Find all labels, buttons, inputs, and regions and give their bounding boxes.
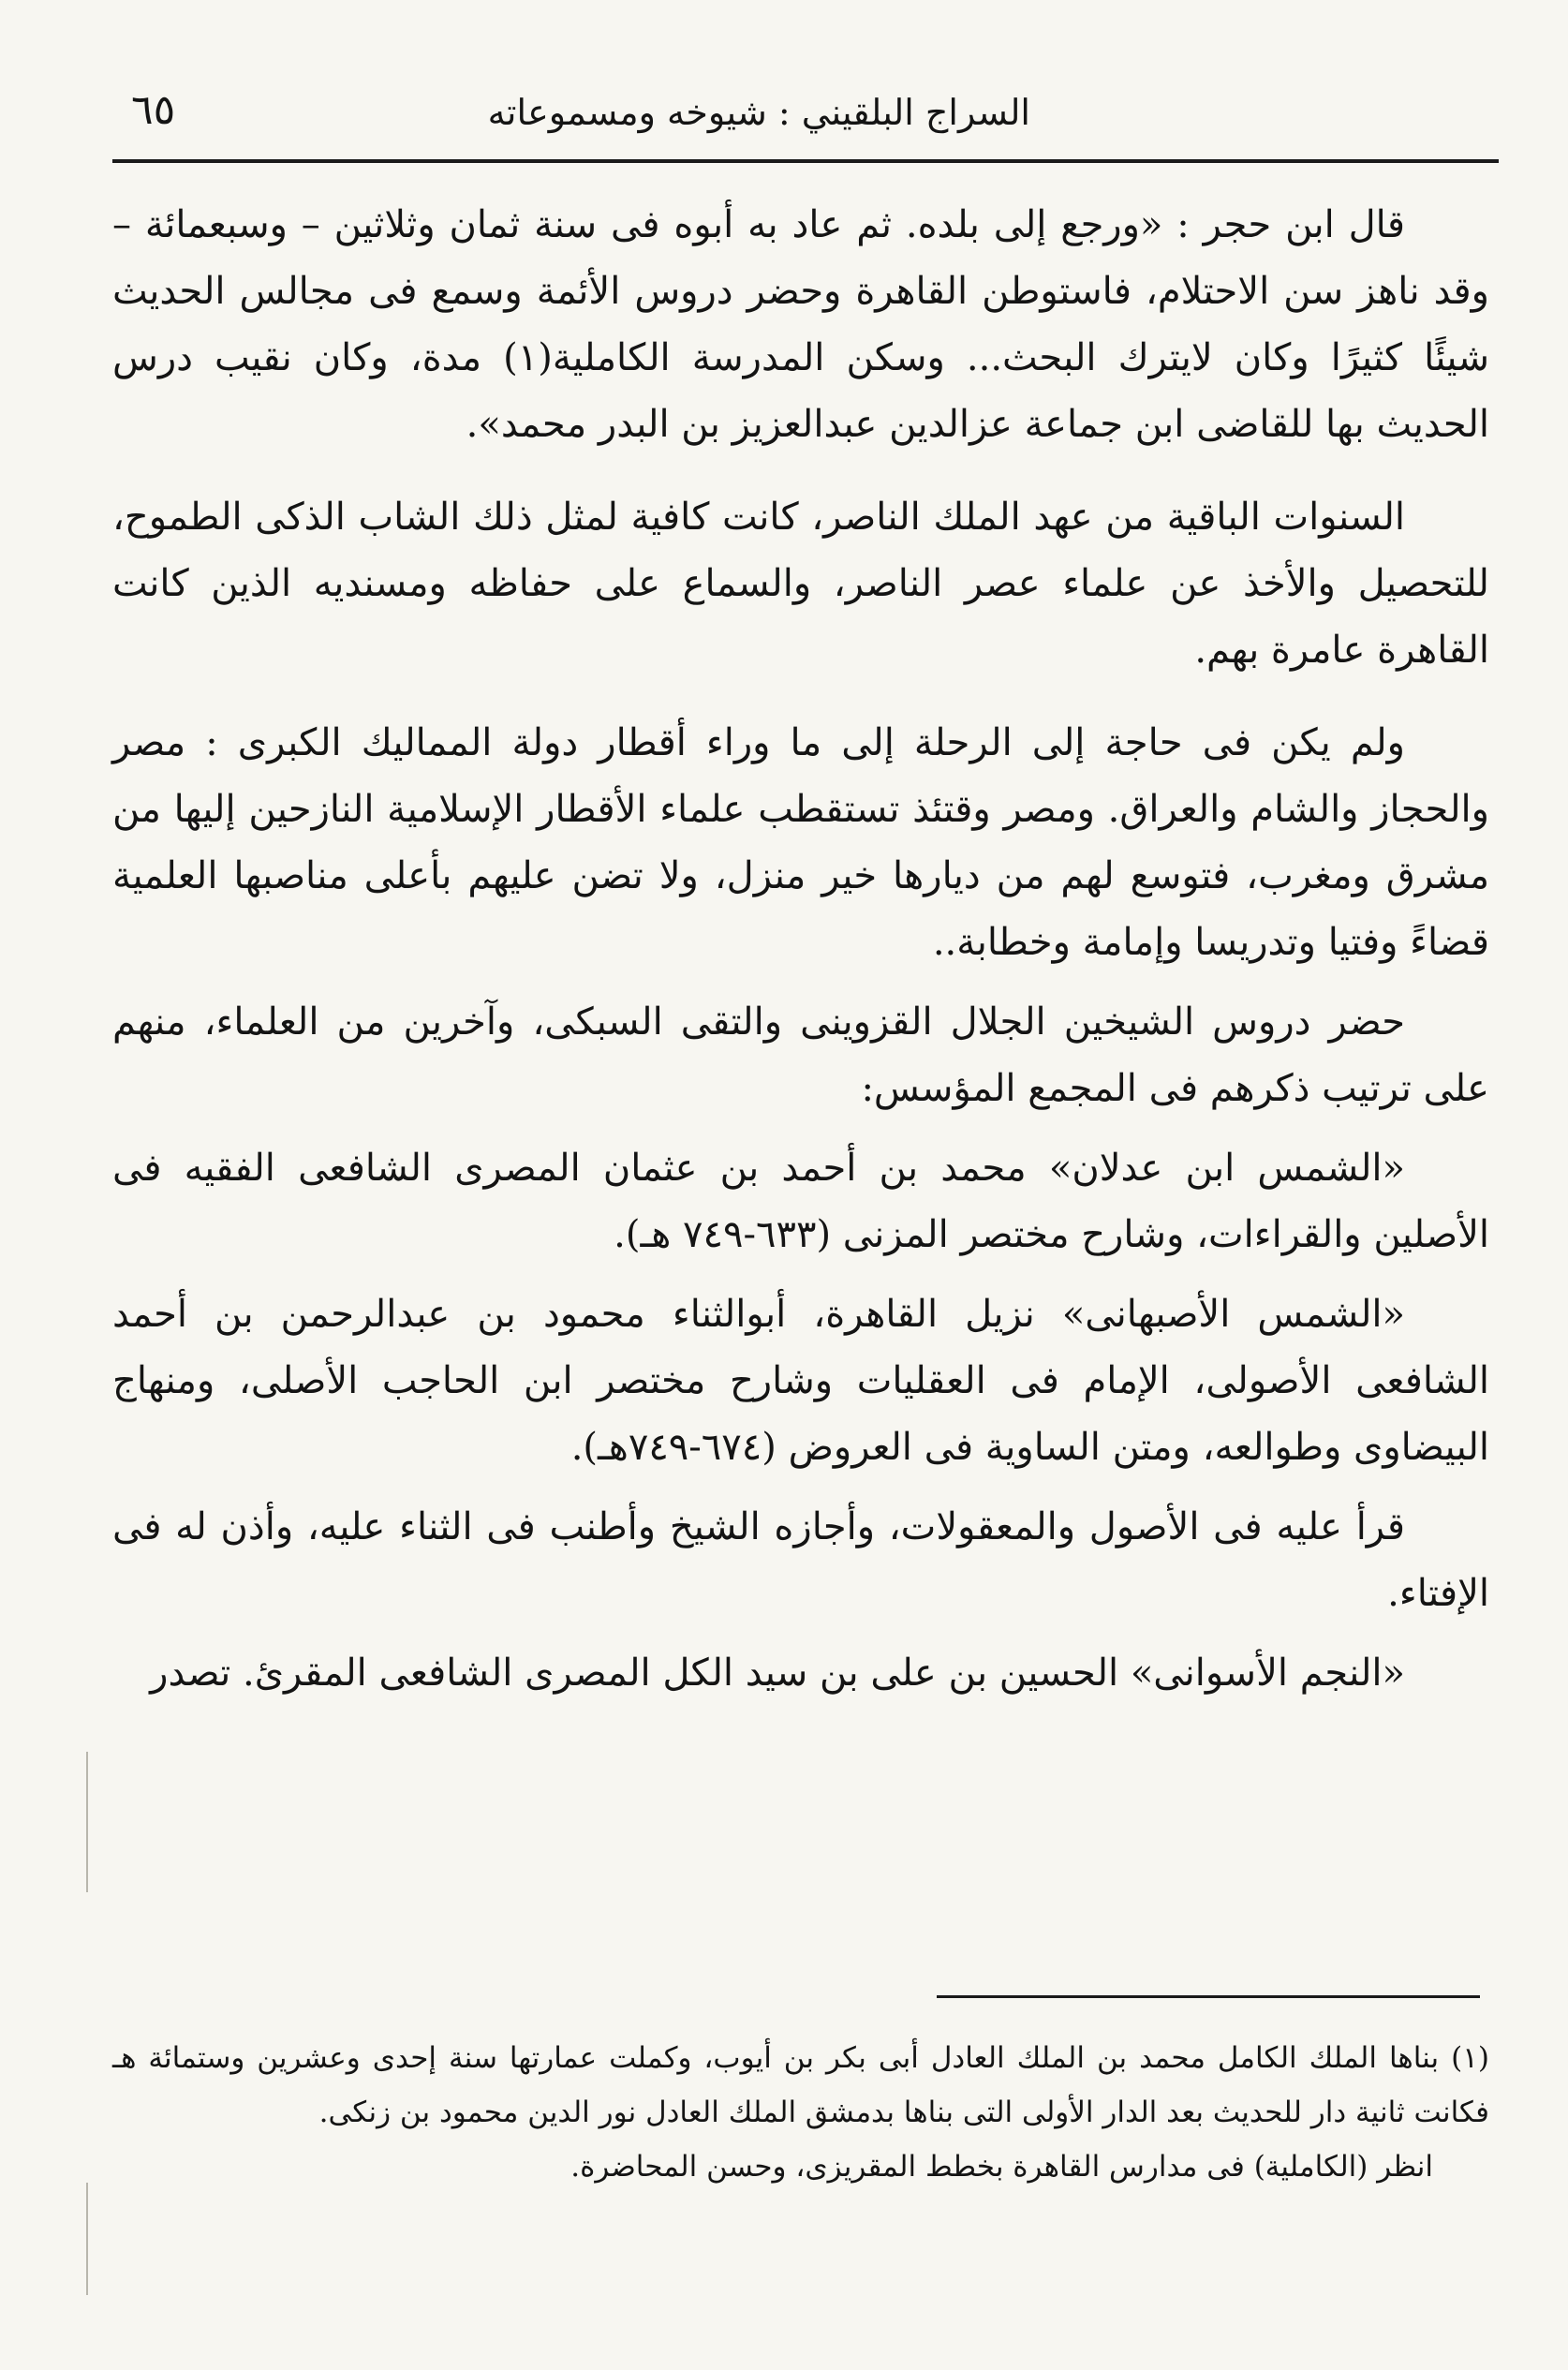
- footnotes: [112, 2031, 1489, 2194]
- paragraph-shams-ibn-adlan: «الشمس ابن عدلان» محمد بن أحمد بن عثمان المصرى الشافعى الفقيه فى الأصلين والقراءات، وشارح مختصر المزنى (٦٣٣-٧٤٩ هـ).: [112, 1147, 1489, 1256]
- paragraph-remaining-years: السنوات الباقية من عهد الملك الناصر، كانت كافية لمثل ذلك الشاب الذكى الطموح، للتحصيل والأخذ عن علماء عصر الناصر، والسماع على حفاظه ومسنديه الذين كانت القاهرة عامرة بهم.: [112, 496, 1489, 672]
- paragraph-najm-aswani: «النجم الأسوانى» الحسين بن على بن سيد الكل المصرى الشافعى المقرئ. تصدر: [150, 1652, 1405, 1695]
- header-rule: [112, 159, 1499, 163]
- footnote-rule: [937, 1995, 1480, 1998]
- paragraph-attended-lessons: حضر دروس الشيخين الجلال القزوينى والتقى السبكى، وآخرين من العلماء، منهم على ترتيب ذكرهم فى المجمع المؤسس:: [112, 1000, 1489, 1110]
- footnote-reference: انظر (الكاملية) فى مدارس القاهرة بخطط المقريزى، وحسن المحاضرة.: [570, 2150, 1433, 2184]
- page-number: ٦٥: [131, 86, 176, 134]
- page-header: [112, 86, 1499, 154]
- scan-edge-mark: [86, 2183, 88, 2295]
- paragraph-no-travel: ولم يكن فى حاجة إلى الرحلة إلى ما وراء أقطار دولة المماليك الكبرى : مصر والحجاز والشام والعراق. ومصر وقتئذ تستقطب علماء الأقطار الإسلامية النازحين إليها من مشرق ومغرب، فتوسع لهم من ديارها خير منزل، ولا تضن عليهم بأعلى مناصبها العلمية قضاءً وفتيا وتدريسا وإمامة وخطابة..: [112, 721, 1489, 964]
- footnote-1: (١) بناها الملك الكامل محمد بن الملك العادل أبى بكر بن أيوب، وكملت عمارتها سنة إحدى وعشرين وستمائة هـ فكانت ثانية دار للحديث بعد الدار الأولى التى بناها بدمشق الملك العادل نور الدين محمود بن زنكى.: [112, 2041, 1489, 2129]
- paragraph-ibn-hajar-quote: قال ابن حجر : «ورجع إلى بلده. ثم عاد به أبوه فى سنة ثمان وثلاثين – وسبعمائة – وقد ناهز سن الاحتلام، فاستوطن القاهرة وحضر دروس الأئمة وسمع فى مجالس الحديث شيئًا كثيرًا وكان لايترك البحث... وسكن المدرسة الكاملية(١) مدة، وكان نقيب درس الحديث بها للقاضى ابن جماعة عزالدين عبدالعزيز بن البدر محمد».: [112, 203, 1489, 446]
- paragraph-read-with-him: قرأ عليه فى الأصول والمعقولات، وأجازه الشيخ وأطنب فى الثناء عليه، وأذن له فى الإفتاء.: [112, 1505, 1489, 1615]
- body-text: [112, 192, 1489, 1720]
- paragraph-shams-isbahani: «الشمس الأصبهانى» نزيل القاهرة، أبوالثناء محمود بن عبدالرحمن بن أحمد الشافعى الأصولى، الإمام فى العقليات وشارح مختصر ابن الحاجب الأصلى، ومنهاج البيضاوى وطوالعه، ومتن الساوية فى العروض (٦٧٤-٧٤٩هـ).: [112, 1293, 1489, 1469]
- running-title: السراج البلقيني : شيوخه ومسموعاته: [487, 92, 1030, 133]
- scan-edge-mark: [86, 1752, 88, 1892]
